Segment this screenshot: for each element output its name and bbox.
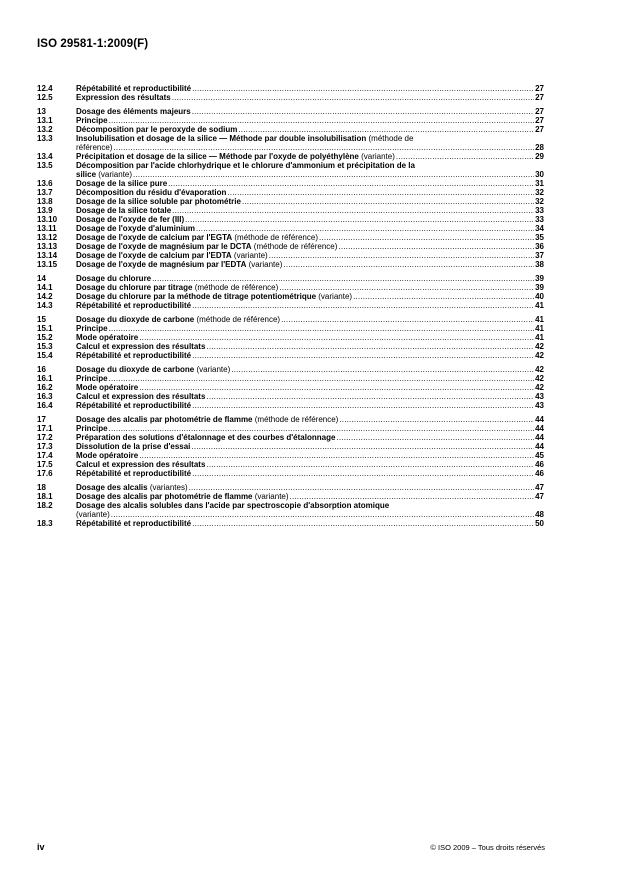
- toc-entry-title: Dosage de la silice pure: [76, 179, 168, 188]
- toc-entry[interactable]: [37, 161, 544, 179]
- toc-entry-title: Décomposition du résidu d'évaporation: [76, 188, 227, 197]
- toc-entry[interactable]: [37, 134, 544, 152]
- toc-entry-title: Dosage de l'oxyde de fer (III): [76, 215, 185, 224]
- toc-entry-page: 38: [535, 260, 544, 269]
- toc-entry[interactable]: [37, 383, 544, 392]
- toc-entry-qualifier: (méthode de référence): [192, 283, 279, 292]
- dot-leader: [168, 179, 534, 188]
- toc-entry-qualifier: (variante): [358, 152, 395, 161]
- toc-entry[interactable]: [37, 224, 544, 233]
- dot-leader: [192, 301, 534, 310]
- dot-leader: [109, 374, 535, 383]
- toc-entry-page: 39: [535, 283, 544, 292]
- toc-entry-page: 32: [535, 188, 544, 197]
- dot-leader: [139, 333, 534, 342]
- dot-leader: [319, 233, 534, 242]
- toc-entry[interactable]: [37, 292, 544, 301]
- toc-entry[interactable]: [37, 274, 544, 283]
- toc-entry[interactable]: [37, 519, 544, 528]
- toc-entry-qualifier: (variante): [96, 170, 133, 179]
- toc-entry-number: 17: [37, 415, 46, 424]
- toc-entry[interactable]: [37, 469, 544, 478]
- toc-entry-number: 12.5: [37, 93, 53, 102]
- dot-leader: [192, 519, 534, 528]
- toc-entry-number: 13: [37, 107, 46, 116]
- toc-entry-number: 13.6: [37, 179, 53, 188]
- dot-leader: [192, 107, 534, 116]
- dot-leader: [172, 206, 534, 215]
- dot-leader: [279, 283, 534, 292]
- toc-entry[interactable]: [37, 251, 544, 260]
- toc-entry-page: 27: [535, 125, 544, 134]
- toc-entry-number: 13.9: [37, 206, 53, 215]
- dot-leader: [339, 415, 534, 424]
- toc-entry-number: 17.2: [37, 433, 53, 442]
- toc-entry-qualifier: (méthode de référence): [194, 315, 281, 324]
- toc-entry[interactable]: [37, 125, 544, 134]
- toc-entry-number: 18.2: [37, 501, 53, 510]
- toc-group: [37, 483, 544, 528]
- toc-entry-number: 14.2: [37, 292, 53, 301]
- toc-entry[interactable]: [37, 260, 544, 269]
- dot-leader: [139, 451, 534, 460]
- toc-entry-title: Décomposition par le peroxyde de sodium: [76, 125, 238, 134]
- toc-entry-number: 13.11: [37, 224, 57, 233]
- toc-entry-page: 41: [535, 315, 544, 324]
- toc-entry[interactable]: [37, 483, 544, 492]
- toc-entry-qualifier: (variante): [252, 492, 289, 501]
- toc-entry-title: Principe: [76, 374, 108, 383]
- toc-entry-page: 44: [535, 433, 544, 442]
- toc-entry-page: 43: [535, 401, 544, 410]
- toc-entry[interactable]: [37, 179, 544, 188]
- toc-entry-number: 13.4: [37, 152, 53, 161]
- toc-entry-number: 13.5: [37, 161, 53, 170]
- toc-entry[interactable]: [37, 501, 544, 519]
- toc-entry-page: 44: [535, 424, 544, 433]
- toc-entry-qualifier: (variante): [246, 260, 283, 269]
- toc-entry-number: 16: [37, 365, 46, 374]
- dot-leader: [238, 125, 534, 134]
- dot-leader: [185, 215, 534, 224]
- toc-entry-page: 48: [535, 510, 544, 519]
- dot-leader: [206, 342, 534, 351]
- toc-entry-number: 16.3: [37, 392, 53, 401]
- toc-entry-number: 14.1: [37, 283, 53, 292]
- toc-entry-title: silice: [76, 170, 97, 179]
- toc-entry-number: 16.2: [37, 383, 53, 392]
- dot-leader: [152, 274, 534, 283]
- toc-entry-page: 47: [535, 483, 544, 492]
- dot-leader: [283, 260, 534, 269]
- toc-entry-page: 43: [535, 392, 544, 401]
- toc-entry[interactable]: [37, 401, 544, 410]
- toc-entry-page: 40: [535, 292, 544, 301]
- document-id: ISO 29581-1:2009(F): [37, 38, 149, 50]
- toc-entry-page: 36: [535, 242, 544, 251]
- toc-entry-number: 17.5: [37, 460, 53, 469]
- toc-entry-title: Dosage du dioxyde de carbone: [76, 315, 195, 324]
- toc-entry-title: Mode opératoire: [76, 383, 139, 392]
- toc-entry[interactable]: [37, 215, 544, 224]
- toc-entry-qualifier: (variante): [76, 510, 110, 519]
- toc-entry-title: Dosage des alcalis: [76, 483, 148, 492]
- dot-leader: [242, 197, 534, 206]
- toc-group: [37, 107, 544, 269]
- toc-entry-number: 16.4: [37, 401, 53, 410]
- toc-entry-number: 15.3: [37, 342, 53, 351]
- toc-entry[interactable]: [37, 283, 544, 292]
- toc-entry-qualifier: (variante): [316, 292, 353, 301]
- toc-entry-title: Mode opératoire: [76, 451, 139, 460]
- dot-leader: [192, 401, 534, 410]
- toc-entry-title: Calcul et expression des résultats: [76, 392, 206, 401]
- toc-entry-title: Calcul et expression des résultats: [76, 460, 206, 469]
- toc-entry-title: Préparation des solutions d'étalonnage et des courbes d'étalonnage: [76, 433, 336, 442]
- toc-entry-number: 13.14: [37, 251, 58, 260]
- dot-leader: [336, 433, 534, 442]
- toc-entry-title: Dosage de l'oxyde de calcium par l'EDTA: [76, 251, 232, 260]
- toc-entry-title: Principe: [76, 424, 108, 433]
- toc-entry-title: Insolubilisation et dosage de la silice — Méthode par double insolubilisation: [76, 134, 367, 143]
- toc-entry-page: 27: [535, 84, 544, 93]
- toc-entry-page: 41: [535, 333, 544, 342]
- toc-entry[interactable]: [37, 415, 544, 424]
- dot-leader: [109, 424, 535, 433]
- toc-entry-page: 44: [535, 415, 544, 424]
- toc-entry-title: Précipitation et dosage de la silice — Méthode par l'oxyde de polyéthylène: [76, 152, 359, 161]
- toc-entry[interactable]: [37, 374, 544, 383]
- toc-entry-title: Répétabilité et reproductibilité: [76, 469, 192, 478]
- toc-entry-title: Dosage du chlorure par titrage: [76, 283, 193, 292]
- copyright-notice: © ISO 2009 – Tous droits réservés: [430, 843, 545, 852]
- dot-leader: [139, 383, 534, 392]
- dot-leader: [206, 392, 534, 401]
- toc-entry[interactable]: [37, 116, 544, 125]
- dot-leader: [196, 224, 534, 233]
- toc-entry[interactable]: [37, 451, 544, 460]
- dot-leader: [191, 442, 534, 451]
- toc-entry-title: Décomposition par l'acide chlorhydrique et le chlorure d'ammonium et précipitation de la: [76, 161, 415, 170]
- toc-entry-number: 17.1: [37, 424, 53, 433]
- toc-entry-title: Principe: [76, 324, 108, 333]
- toc-entry[interactable]: [37, 460, 544, 469]
- toc-entry-number: 18.3: [37, 519, 53, 528]
- toc-entry-page: 27: [535, 107, 544, 116]
- toc-entry[interactable]: [37, 107, 544, 116]
- toc-entry-page: 46: [535, 469, 544, 478]
- toc-entry-page: 46: [535, 460, 544, 469]
- dot-leader: [290, 492, 535, 501]
- toc-entry-title: Dosage de l'oxyde de magnésium par le DCTA: [76, 242, 252, 251]
- toc-entry-title: Répétabilité et reproductibilité: [76, 84, 192, 93]
- toc-entry-number: 13.15: [37, 260, 58, 269]
- toc-entry-page: 27: [535, 116, 544, 125]
- toc-entry-number: 17.4: [37, 451, 53, 460]
- toc-entry[interactable]: [37, 442, 544, 451]
- toc-entry-page: 27: [535, 93, 544, 102]
- toc-entry-title: Mode opératoire: [76, 333, 139, 342]
- toc-entry[interactable]: [37, 233, 544, 242]
- dot-leader: [396, 152, 534, 161]
- toc-entry-title: Expression des résultats: [76, 93, 171, 102]
- toc-entry[interactable]: [37, 433, 544, 442]
- toc-entry-page: 41: [535, 301, 544, 310]
- toc-entry-title: Répétabilité et reproductibilité: [76, 519, 192, 528]
- toc-entry-title: Dosage de l'oxyde de calcium par l'EGTA: [76, 233, 233, 242]
- toc-entry-page: 42: [535, 342, 544, 351]
- toc-entry[interactable]: [37, 333, 544, 342]
- dot-leader: [111, 510, 534, 519]
- toc-entry-title: Dosage des alcalis par photométrie de flamme: [76, 415, 253, 424]
- toc-entry-page: 37: [535, 251, 544, 260]
- toc-entry-qualifier: (méthode de référence): [252, 415, 339, 424]
- toc-group: [37, 84, 544, 102]
- toc-entry[interactable]: [37, 365, 544, 374]
- toc-entry-page: 35: [535, 233, 544, 242]
- toc-entry[interactable]: [37, 424, 544, 433]
- toc-entry-number: 15.4: [37, 351, 53, 360]
- toc-entry-number: 15.2: [37, 333, 53, 342]
- toc-entry[interactable]: [37, 84, 544, 93]
- toc-entry-number: 13.2: [37, 125, 53, 134]
- toc-entry-title: Dosage du dioxyde de carbone: [76, 365, 195, 374]
- dot-leader: [192, 351, 534, 360]
- toc-entry-number: 18.1: [37, 492, 53, 501]
- toc-entry-title: Calcul et expression des résultats: [76, 342, 206, 351]
- toc-entry-page: 47: [535, 492, 544, 501]
- toc-entry-qualifier: (variante): [194, 365, 231, 374]
- toc-group: [37, 315, 544, 360]
- toc-entry-title: Dosage du chlorure par la méthode de titrage potentiométrique: [76, 292, 317, 301]
- toc-entry-page: 42: [535, 383, 544, 392]
- toc-entry-page: 33: [535, 215, 544, 224]
- toc-entry-title: Dosage de la silice totale: [76, 206, 172, 215]
- toc-entry-title: Principe: [76, 116, 108, 125]
- dot-leader: [133, 170, 534, 179]
- toc-entry[interactable]: [37, 206, 544, 215]
- toc-entry-title: Dosage de l'oxyde de magnésium par l'EDTA: [76, 260, 247, 269]
- toc-entry-title: Dosage du chlorure: [76, 274, 152, 283]
- toc-entry-qualifier: référence): [76, 143, 113, 152]
- toc-entry-qualifier: (méthode de: [366, 134, 414, 143]
- dot-leader: [353, 292, 534, 301]
- toc-group: [37, 365, 544, 410]
- toc-entry-title: Dosage des éléments majeurs: [76, 107, 191, 116]
- toc-entry-qualifier: (variantes): [147, 483, 188, 492]
- toc-entry-title: Répétabilité et reproductibilité: [76, 301, 192, 310]
- dot-leader: [172, 93, 534, 102]
- dot-leader: [109, 324, 535, 333]
- toc-entry-number: 15.1: [37, 324, 53, 333]
- toc-entry-page: 50: [535, 519, 544, 528]
- toc-entry[interactable]: [37, 351, 544, 360]
- toc-entry-number: 18: [37, 483, 46, 492]
- toc-entry-number: 13.8: [37, 197, 53, 206]
- toc-entry-page: 33: [535, 206, 544, 215]
- dot-leader: [189, 483, 534, 492]
- toc-entry-page: 42: [535, 374, 544, 383]
- toc-entry-number: 15: [37, 315, 46, 324]
- dot-leader: [227, 188, 534, 197]
- toc-entry-number: 17.6: [37, 469, 53, 478]
- toc-entry-page: 45: [535, 451, 544, 460]
- toc-entry[interactable]: [37, 301, 544, 310]
- toc-entry-title: Dosage des alcalis solubles dans l'acide par spectroscopie d'absorption atomique: [76, 501, 390, 510]
- toc-group: [37, 274, 544, 310]
- toc-entry-number: 14: [37, 274, 46, 283]
- toc-entry-number: 13.13: [37, 242, 58, 251]
- dot-leader: [192, 84, 534, 93]
- toc-entry-page: 32: [535, 197, 544, 206]
- toc-entry-number: 12.4: [37, 84, 53, 93]
- toc-entry[interactable]: [37, 324, 544, 333]
- toc-entry-title: Dosage des alcalis par photométrie de flamme: [76, 492, 253, 501]
- dot-leader: [113, 143, 534, 152]
- toc-entry[interactable]: [37, 197, 544, 206]
- dot-leader: [231, 365, 534, 374]
- dot-leader: [338, 242, 534, 251]
- dot-leader: [206, 460, 534, 469]
- page-number: iv: [37, 842, 45, 852]
- toc-entry[interactable]: [37, 315, 544, 324]
- toc-entry-number: 17.3: [37, 442, 53, 451]
- toc-group: [37, 415, 544, 478]
- toc-entry[interactable]: [37, 93, 544, 102]
- toc-entry-number: 13.7: [37, 188, 53, 197]
- toc-entry-page: 31: [535, 179, 544, 188]
- toc-entry-number: 13.12: [37, 233, 58, 242]
- toc-entry-page: 41: [535, 324, 544, 333]
- toc-entry-page: 34: [535, 224, 544, 233]
- toc-entry-page: 39: [535, 274, 544, 283]
- toc-entry[interactable]: [37, 152, 544, 161]
- table-of-contents: [37, 84, 544, 533]
- toc-entry-title: Dissolution de la prise d'essai: [76, 442, 191, 451]
- toc-entry-qualifier: (méthode de référence): [251, 242, 338, 251]
- toc-entry-number: 13.1: [37, 116, 53, 125]
- toc-entry-page: 44: [535, 442, 544, 451]
- toc-entry-title: Répétabilité et reproductibilité: [76, 351, 192, 360]
- toc-entry[interactable]: [37, 342, 544, 351]
- toc-entry-title: Dosage de l'oxyde d'aluminium: [76, 224, 195, 233]
- toc-entry[interactable]: [37, 188, 544, 197]
- toc-entry-page: 29: [535, 152, 544, 161]
- toc-entry[interactable]: [37, 492, 544, 501]
- toc-entry-number: 13.10: [37, 215, 58, 224]
- toc-entry-title: Répétabilité et reproductibilité: [76, 401, 192, 410]
- toc-entry-title: Dosage de la silice soluble par photométrie: [76, 197, 241, 206]
- dot-leader: [281, 315, 534, 324]
- dot-leader: [109, 116, 535, 125]
- toc-entry[interactable]: [37, 392, 544, 401]
- toc-entry-number: 16.1: [37, 374, 53, 383]
- toc-entry-number: 14.3: [37, 301, 53, 310]
- toc-entry-qualifier: (méthode de référence): [232, 233, 318, 242]
- dot-leader: [192, 469, 534, 478]
- toc-entry-page: 42: [535, 365, 544, 374]
- toc-entry-number: 13.3: [37, 134, 53, 143]
- toc-entry[interactable]: [37, 242, 544, 251]
- toc-entry-page: 28: [535, 143, 544, 152]
- toc-entry-qualifier: (variante): [231, 251, 268, 260]
- toc-entry-page: 42: [535, 351, 544, 360]
- dot-leader: [269, 251, 534, 260]
- toc-entry-page: 30: [535, 170, 544, 179]
